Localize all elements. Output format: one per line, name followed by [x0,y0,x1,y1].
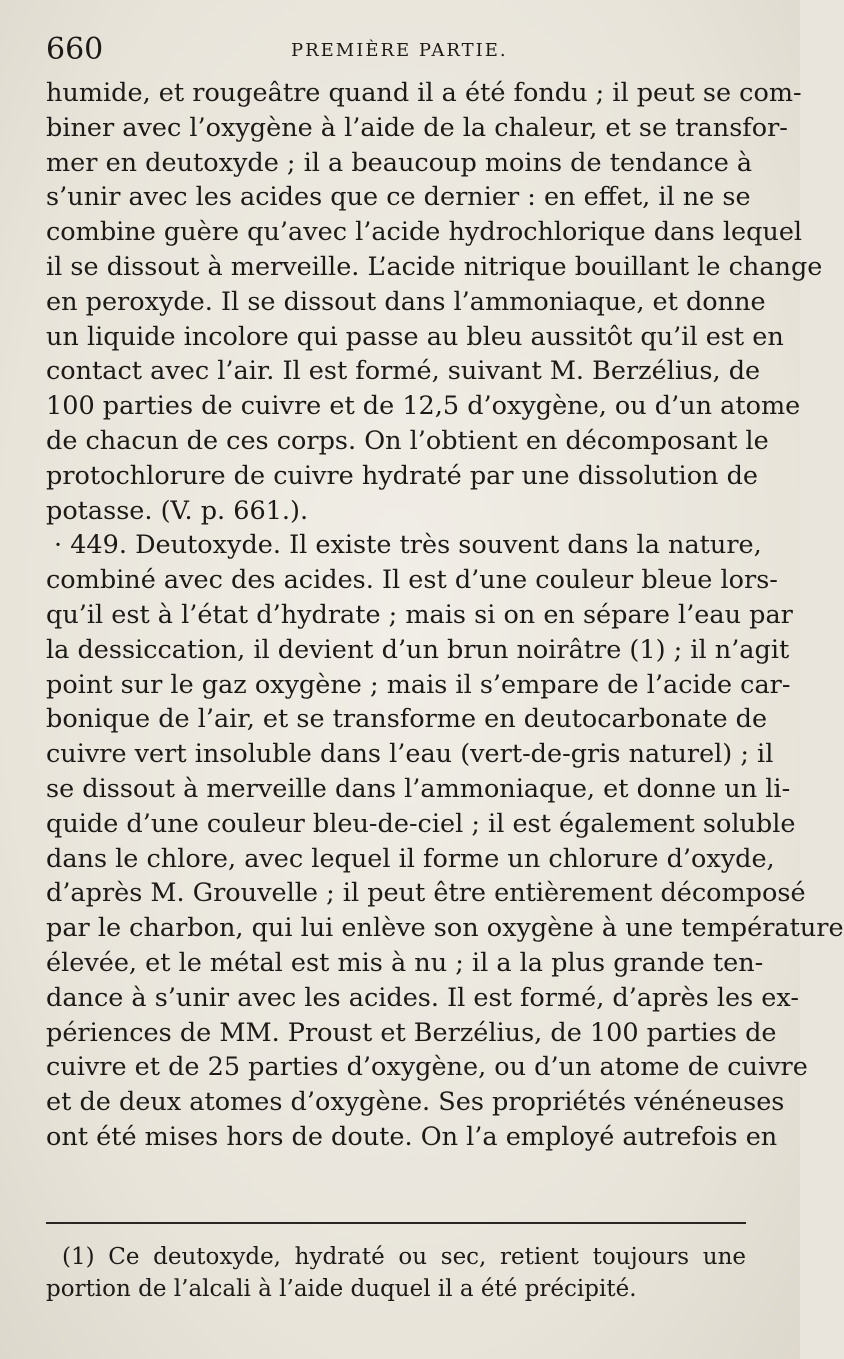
footnote-line: (1) Ce deutoxyde, hydraté ou sec, retient toujours une [62,1244,746,1270]
text-line: se dissout à merveille dans l’ammoniaque, et donne un li- [46,773,791,804]
text-line: humide, et rougeâtre quand il a été fondu ; il peut se com- [46,78,802,108]
text-line: élevée, et le métal est mis à nu ; il a la plus grande ten- [46,947,764,978]
text-line: ont été mises hors de doute. On l’a employé autrefois en [46,1121,778,1152]
text-line: dans le chlore, avec lequel il forme un chlorure d’oxyde, [46,843,775,874]
text-line: périences de MM. Proust et Berzélius, de 100 parties de [46,1017,777,1048]
text-line: point sur le gaz oxygène ; mais il s’empare de l’acide car- [46,669,791,700]
text-line: par le charbon, qui lui enlève son oxygène à une température [46,913,844,944]
text-line: quide d’une couleur bleu-de-ciel ; il est également soluble [46,808,796,839]
text-line: potasse. (V. p. 661.). [46,495,309,526]
text-line: contact avec l’air. Il est formé, suivant M. Berzélius, de [46,356,761,387]
text-line: la dessiccation, il devient d’un brun noirâtre (1) ; il n’agit [46,634,790,665]
text-line: cuivre et de 25 parties d’oxygène, ou d’un atome de cuivre [46,1052,808,1083]
page-header [46,30,760,70]
text-line: dance à s’unir avec les acides. Il est formé, d’après les ex- [46,982,799,1013]
footnote-line: portion de l’alcali à l’aide duquel il a été précipité. [46,1276,637,1302]
text-line: d’après M. Grouvelle ; il peut être entièrement décomposé [46,878,806,909]
text-line: s’unir avec les acides que ce dernier : en effet, il ne se [46,182,751,213]
text-line: en peroxyde. Il se dissout dans l’ammoniaque, et donne [46,286,766,317]
text-line: protochlorure de cuivre hydraté par une dissolution de [46,460,758,491]
text-line: combine guère qu’avec l’acide hydrochlorique dans lequel [46,217,803,248]
text-line: biner avec l’oxygène à l’aide de la chaleur, et se transfor- [46,112,788,143]
footnote [46,1241,746,1305]
footnote-rule [46,1222,746,1224]
text-line: combiné avec des acides. Il est d’une couleur bleue lors- [46,565,778,596]
body-text [46,76,844,1155]
text-line: qu’il est à l’état d’hydrate ; mais si on en sépare l’eau par [46,599,793,630]
text-line: bonique de l’air, et se transforme en deutocarbonate de [46,704,768,735]
text-line: cuivre vert insoluble dans l’eau (vert-de-gris naturel) ; il [46,739,774,770]
page-number: 660 [46,32,104,67]
text-line: mer en deutoxyde ; il a beaucoup moins de tendance à [46,147,753,178]
text-line: · 449. Deutoxyde. Il existe très souvent dans la nature, [54,530,762,561]
text-line: de chacun de ces corps. On l’obtient en décomposant le [46,425,769,456]
text-line: un liquide incolore qui passe au bleu aussitôt qu’il est en [46,321,784,352]
text-line: 100 parties de cuivre et de 12,5 d’oxygène, ou d’un atome [46,391,801,422]
text-line: il se dissout à merveille. L’acide nitrique bouillant le change [46,251,823,282]
text-line: et de deux atomes d’oxygène. Ses propriétés vénéneuses [46,1087,785,1118]
running-head: PREMIÈRE PARTIE. [291,40,508,61]
